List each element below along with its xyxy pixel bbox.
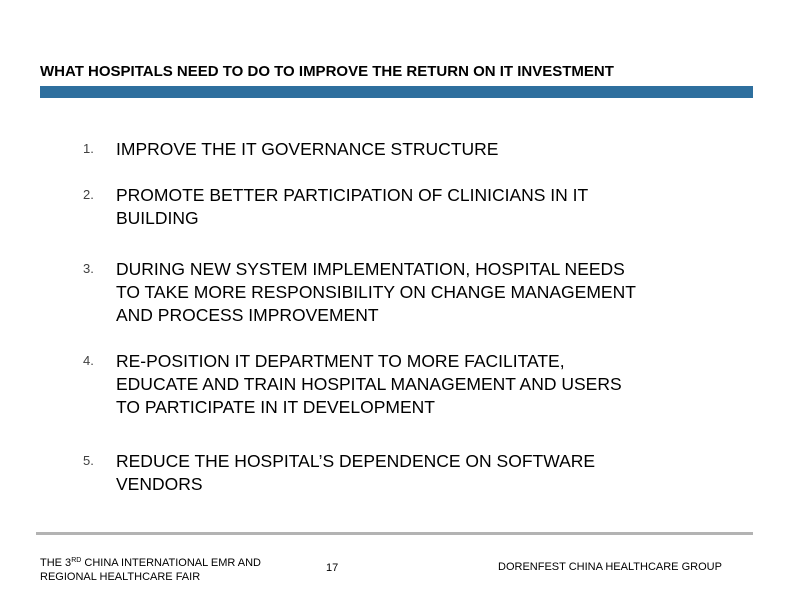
list-item-number: 4. xyxy=(83,353,94,368)
list-item-number: 1. xyxy=(83,141,94,156)
slide-title: WHAT HOSPITALS NEED TO DO TO IMPROVE THE RETURN ON IT INVESTMENT xyxy=(40,63,614,80)
list-item-text: DURING NEW SYSTEM IMPLEMENTATION, HOSPITAL NEEDS TO TAKE MORE RESPONSIBILITY ON CHANGE MANAGEMENT AND PROCESS IMPROVEMENT xyxy=(116,259,636,325)
list-item-text: RE-POSITION IT DEPARTMENT TO MORE FACILITATE, EDUCATE AND TRAIN HOSPITAL MANAGEMENT AND USERS TO PARTICIPATE IN IT DEVELOPMENT xyxy=(116,351,622,417)
page-number: 17 xyxy=(326,562,339,574)
footer-event-superscript: RD xyxy=(71,557,82,564)
footer-event-line1-rest: CHINA INTERNATIONAL EMR AND xyxy=(81,557,262,569)
footer-organization: DORENFEST CHINA HEALTHCARE GROUP xyxy=(498,561,722,573)
list-item-number: 3. xyxy=(83,261,94,276)
list-item-text: PROMOTE BETTER PARTICIPATION OF CLINICIANS IN IT BUILDING xyxy=(116,185,589,228)
list-item-text: IMPROVE THE IT GOVERNANCE STRUCTURE xyxy=(116,139,499,159)
footer-divider xyxy=(36,532,753,535)
footer-event-prefix: THE 3 xyxy=(40,557,72,569)
list-item-text: REDUCE THE HOSPITAL’S DEPENDENCE ON SOFTWARE VENDORS xyxy=(116,451,596,494)
footer-event-name xyxy=(40,554,261,584)
title-accent-bar xyxy=(40,86,753,98)
list-item-number: 2. xyxy=(83,187,94,202)
list-item-number: 5. xyxy=(83,453,94,468)
footer-event-line2: REGIONAL HEALTHCARE FAIR xyxy=(40,571,201,583)
